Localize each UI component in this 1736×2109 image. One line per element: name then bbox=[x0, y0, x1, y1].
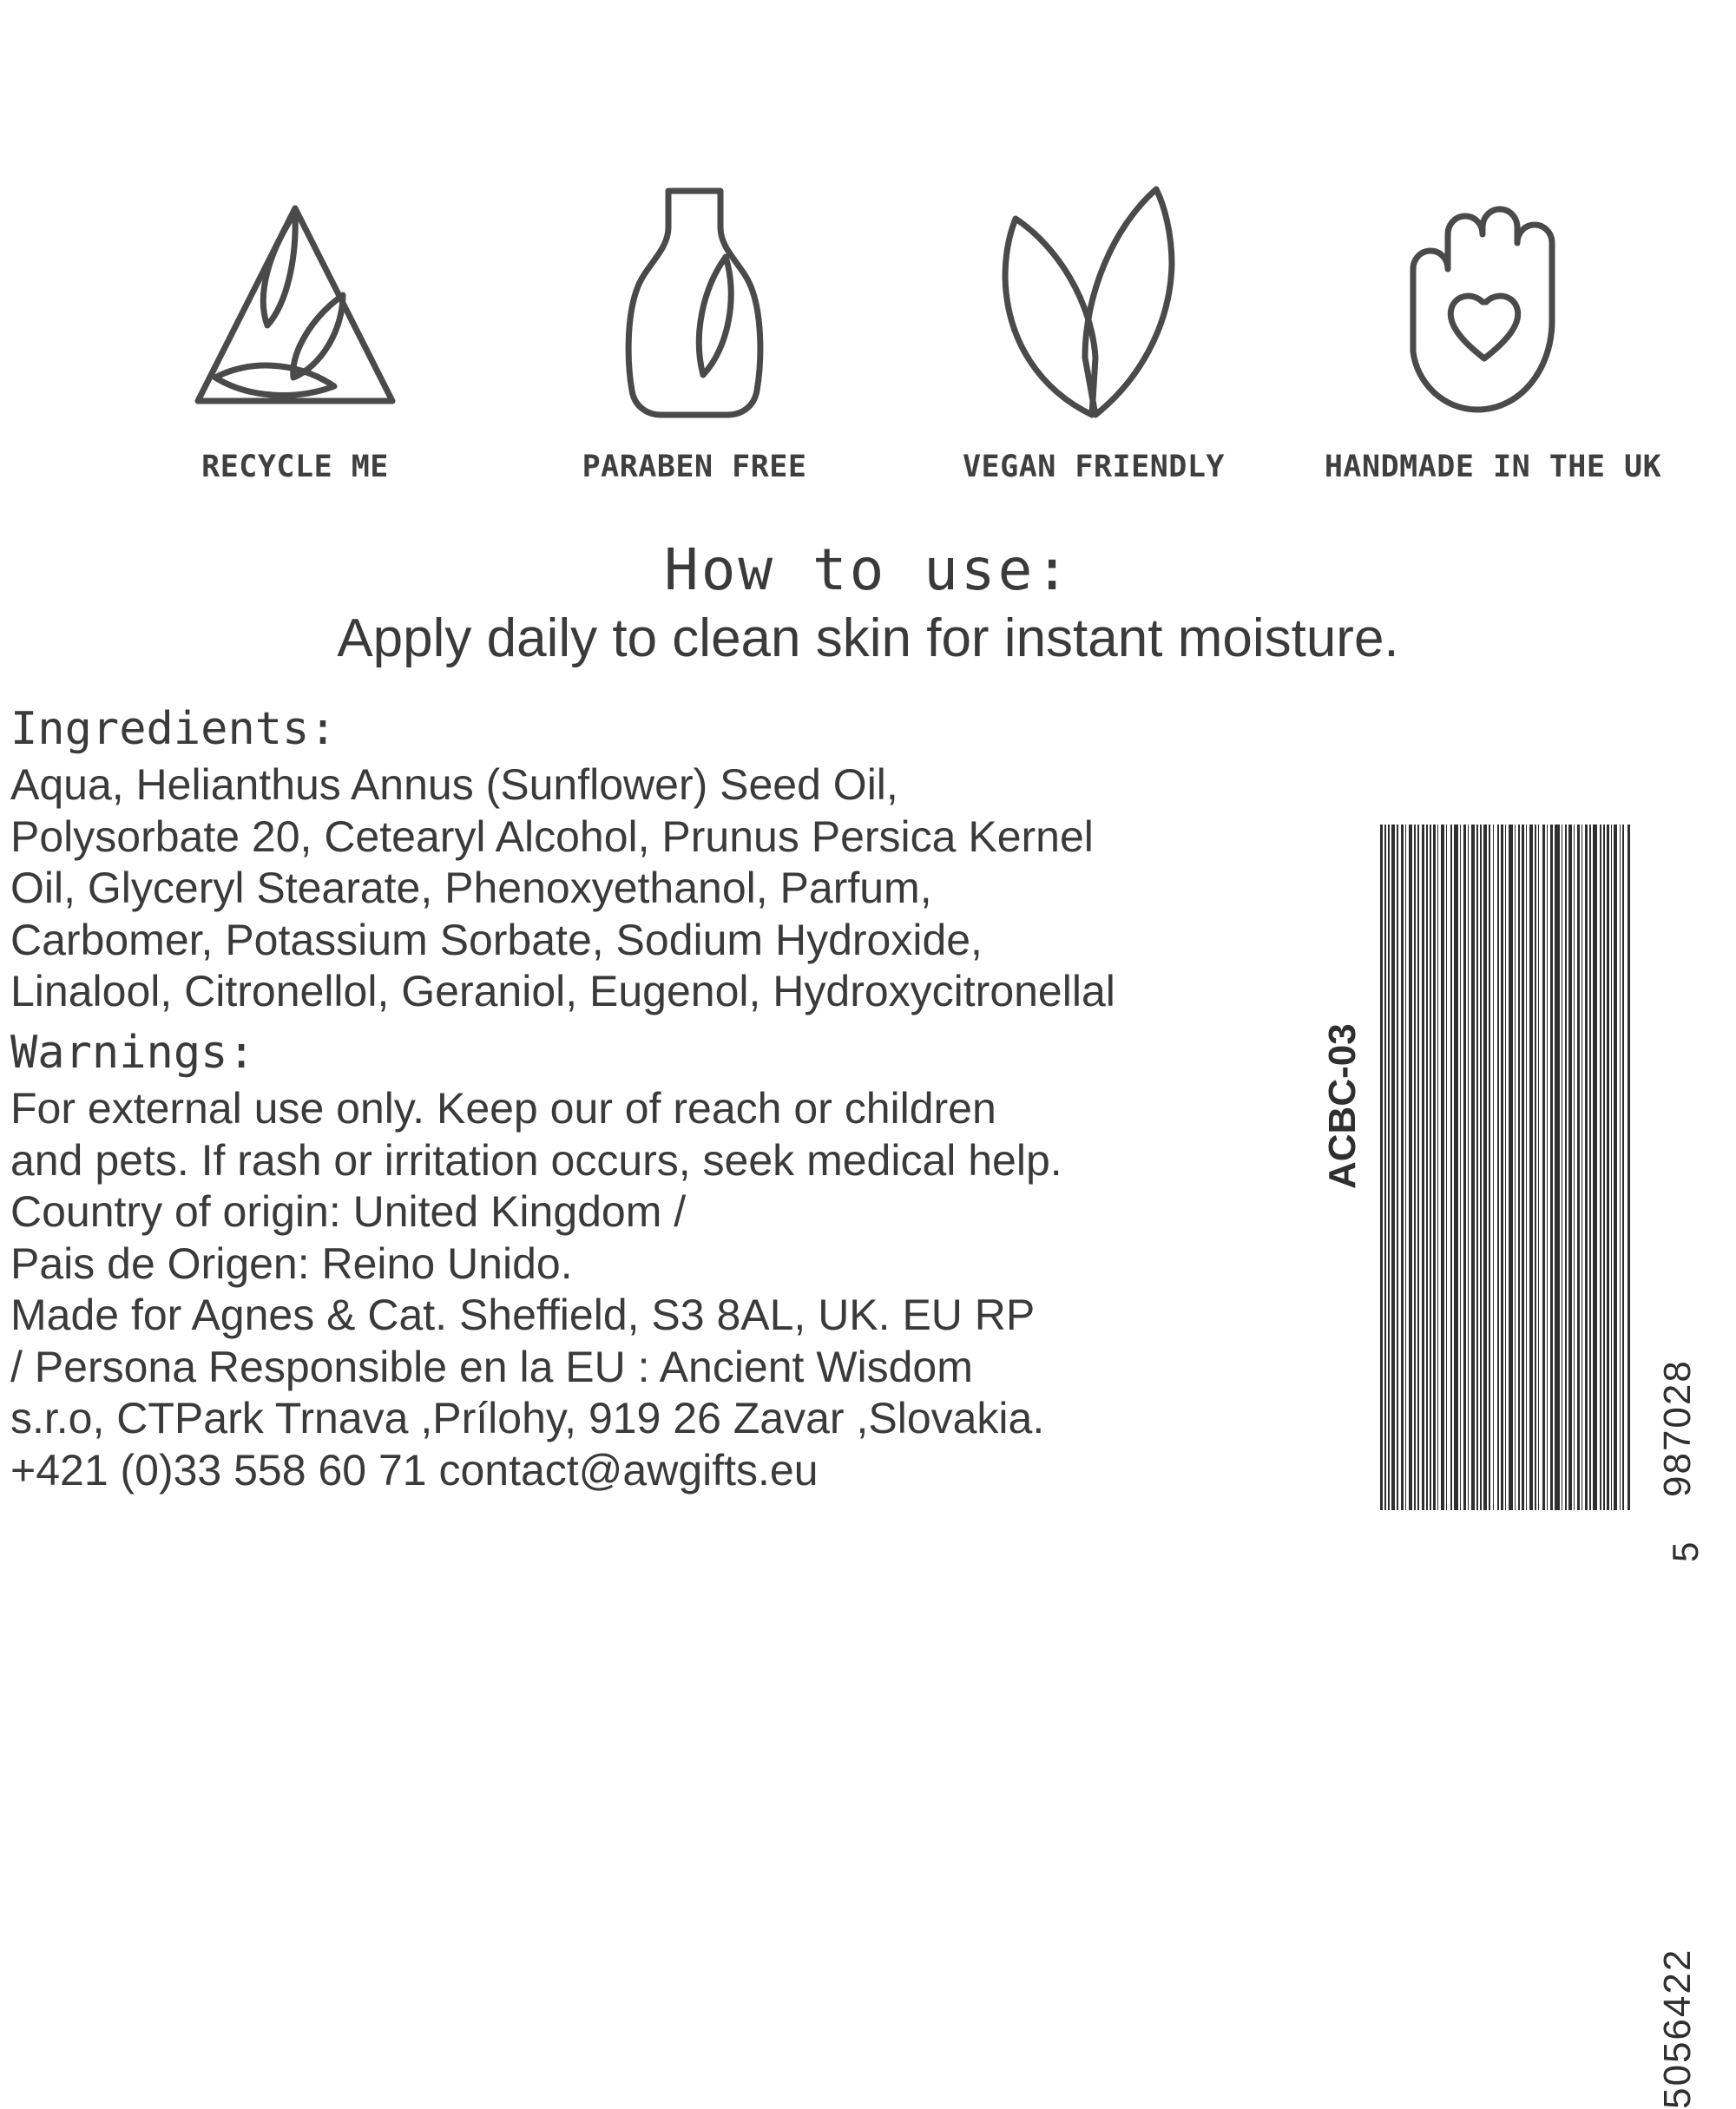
barcode-bar bbox=[1468, 825, 1469, 1510]
badge-vegan-friendly bbox=[929, 165, 1259, 484]
barcode-bar bbox=[1518, 825, 1520, 1510]
barcode-bar bbox=[1480, 825, 1481, 1510]
barcode-bar bbox=[1581, 825, 1582, 1510]
barcode-bar bbox=[1388, 825, 1390, 1510]
badge-paraben-free bbox=[529, 165, 859, 484]
barcode-bar bbox=[1538, 825, 1539, 1510]
badge-recycle-me bbox=[130, 165, 460, 484]
barcode-bar bbox=[1509, 825, 1513, 1510]
badge-handmade-in-the-uk bbox=[1324, 165, 1662, 484]
barcode-bar bbox=[1550, 825, 1553, 1510]
warnings-line: s.r.o, CTPark Trnava ,Prílohy, 919 26 Zavar ,Slovakia. bbox=[10, 1394, 1045, 1443]
barcode-bar bbox=[1607, 825, 1609, 1510]
barcode-bar bbox=[1529, 825, 1533, 1510]
barcode-bar bbox=[1542, 825, 1545, 1510]
barcode-bar bbox=[1422, 825, 1424, 1510]
barcode-bar bbox=[1471, 825, 1474, 1510]
barcode-bar bbox=[1384, 825, 1385, 1510]
certification-badges bbox=[130, 165, 1662, 484]
warnings-line: For external use only. Keep our of reach or children bbox=[10, 1084, 996, 1133]
barcode-bar bbox=[1426, 825, 1427, 1510]
barcode-bar bbox=[1565, 825, 1567, 1510]
ingredients-heading: Ingredients: bbox=[10, 703, 337, 755]
barcode-bar bbox=[1437, 825, 1438, 1510]
barcode-bar bbox=[1628, 825, 1630, 1510]
barcode-bar bbox=[1620, 825, 1621, 1510]
barcode-bar bbox=[1614, 825, 1617, 1510]
ingredients-line: Polysorbate 20, Cetearyl Alcohol, Prunus Persica Kernel bbox=[10, 811, 1094, 861]
how-to-use-text: Apply daily to clean skin for instant moisture. bbox=[337, 608, 1399, 668]
warnings-line: +421 (0)33 558 60 71 contact@awgifts.eu bbox=[10, 1445, 819, 1495]
barcode-bar bbox=[1611, 825, 1612, 1510]
bottle-leaf-icon bbox=[564, 165, 825, 434]
barcode-bar bbox=[1489, 825, 1491, 1510]
barcode-bar bbox=[1391, 825, 1395, 1510]
barcode-bar bbox=[1476, 825, 1478, 1510]
two-leaves-icon bbox=[963, 165, 1224, 434]
badge-label: HANDMADE IN THE UK bbox=[1324, 450, 1662, 484]
hand-heart-icon bbox=[1363, 165, 1623, 434]
barcode-bar bbox=[1441, 825, 1444, 1510]
barcode-bar bbox=[1603, 825, 1605, 1510]
barcode-bar bbox=[1535, 825, 1536, 1510]
warnings-line: Country of origin: United Kingdom / bbox=[10, 1187, 687, 1237]
barcode-bar bbox=[1497, 825, 1499, 1510]
warnings-line: and pets. If rash or irritation occurs, seek medical help. bbox=[10, 1135, 1062, 1185]
label-copy bbox=[10, 703, 1364, 1496]
warnings-line: / Persona Responsible en la EU : Ancient Wisdom bbox=[10, 1342, 973, 1391]
ingredients-line: Carbomer, Potassium Sorbate, Sodium Hydroxide, bbox=[10, 915, 983, 964]
barcode-bars bbox=[1380, 825, 1632, 1510]
ingredients-line: Oil, Glyceryl Stearate, Phenoxyethanol, Parfum, bbox=[10, 864, 932, 913]
warnings-line: Pais de Origen: Reino Unido. bbox=[10, 1238, 573, 1288]
recycle-triangle-leaves-icon bbox=[165, 165, 425, 434]
barcode-bar bbox=[1493, 825, 1494, 1510]
barcode-bar bbox=[1450, 825, 1452, 1510]
barcode-bar bbox=[1505, 825, 1506, 1510]
warnings-line: Made for Agnes & Cat. Sheffield, S3 8AL, UK. EU RP bbox=[10, 1291, 1036, 1340]
barcode-bar bbox=[1547, 825, 1548, 1510]
barcode-bar bbox=[1433, 825, 1436, 1510]
barcode-leading-digit: 5 bbox=[1665, 1541, 1706, 1562]
badge-label: PARABEN FREE bbox=[582, 450, 807, 484]
barcode-bar bbox=[1463, 825, 1466, 1510]
barcode-bar bbox=[1526, 825, 1527, 1510]
warnings-body bbox=[10, 1083, 1364, 1496]
barcode-number-right: 987028 bbox=[1656, 1359, 1699, 1497]
barcode-bar bbox=[1577, 825, 1580, 1510]
barcode-bar bbox=[1430, 825, 1431, 1510]
barcode-bar bbox=[1405, 825, 1406, 1510]
barcode-bar bbox=[1568, 825, 1572, 1510]
barcode-bar bbox=[1585, 825, 1588, 1510]
barcode-bar bbox=[1593, 825, 1597, 1510]
ingredients-line: Aqua, Helianthus Annus (Sunflower) Seed Oil, bbox=[10, 760, 898, 810]
barcode-bar bbox=[1380, 825, 1383, 1510]
barcode-bar bbox=[1600, 825, 1601, 1510]
barcode-block bbox=[1302, 816, 1710, 2109]
warnings-heading: Warnings: bbox=[10, 1026, 255, 1079]
barcode-bar bbox=[1522, 825, 1524, 1510]
barcode-bar bbox=[1622, 825, 1624, 1510]
barcode-bar bbox=[1446, 825, 1447, 1510]
product-code: ACBC-03 bbox=[1321, 1023, 1364, 1189]
barcode-bar bbox=[1515, 825, 1516, 1510]
barcode-bar bbox=[1483, 825, 1487, 1510]
barcode-bar bbox=[1414, 825, 1416, 1510]
barcode-bar bbox=[1460, 825, 1461, 1510]
barcode-bar bbox=[1454, 825, 1458, 1510]
badge-label: RECYCLE ME bbox=[201, 450, 389, 484]
barcode-bar bbox=[1589, 825, 1591, 1510]
badge-label: VEGAN FRIENDLY bbox=[962, 450, 1225, 484]
spacer bbox=[10, 1018, 1364, 1027]
barcode-bar bbox=[1501, 825, 1503, 1510]
barcode-bar bbox=[1417, 825, 1418, 1510]
barcode-bar bbox=[1401, 825, 1404, 1510]
barcode-bar bbox=[1409, 825, 1413, 1510]
ingredients-body bbox=[10, 759, 1364, 1018]
barcode-bar bbox=[1574, 825, 1575, 1510]
ingredients-line: Linalool, Citronellol, Geraniol, Eugenol, Hydroxycitronellal bbox=[10, 967, 1115, 1016]
barcode-number-mid: 5056422 bbox=[1656, 1948, 1699, 2109]
how-to-use-title: How to use: bbox=[663, 536, 1073, 603]
barcode-bar bbox=[1555, 825, 1560, 1510]
